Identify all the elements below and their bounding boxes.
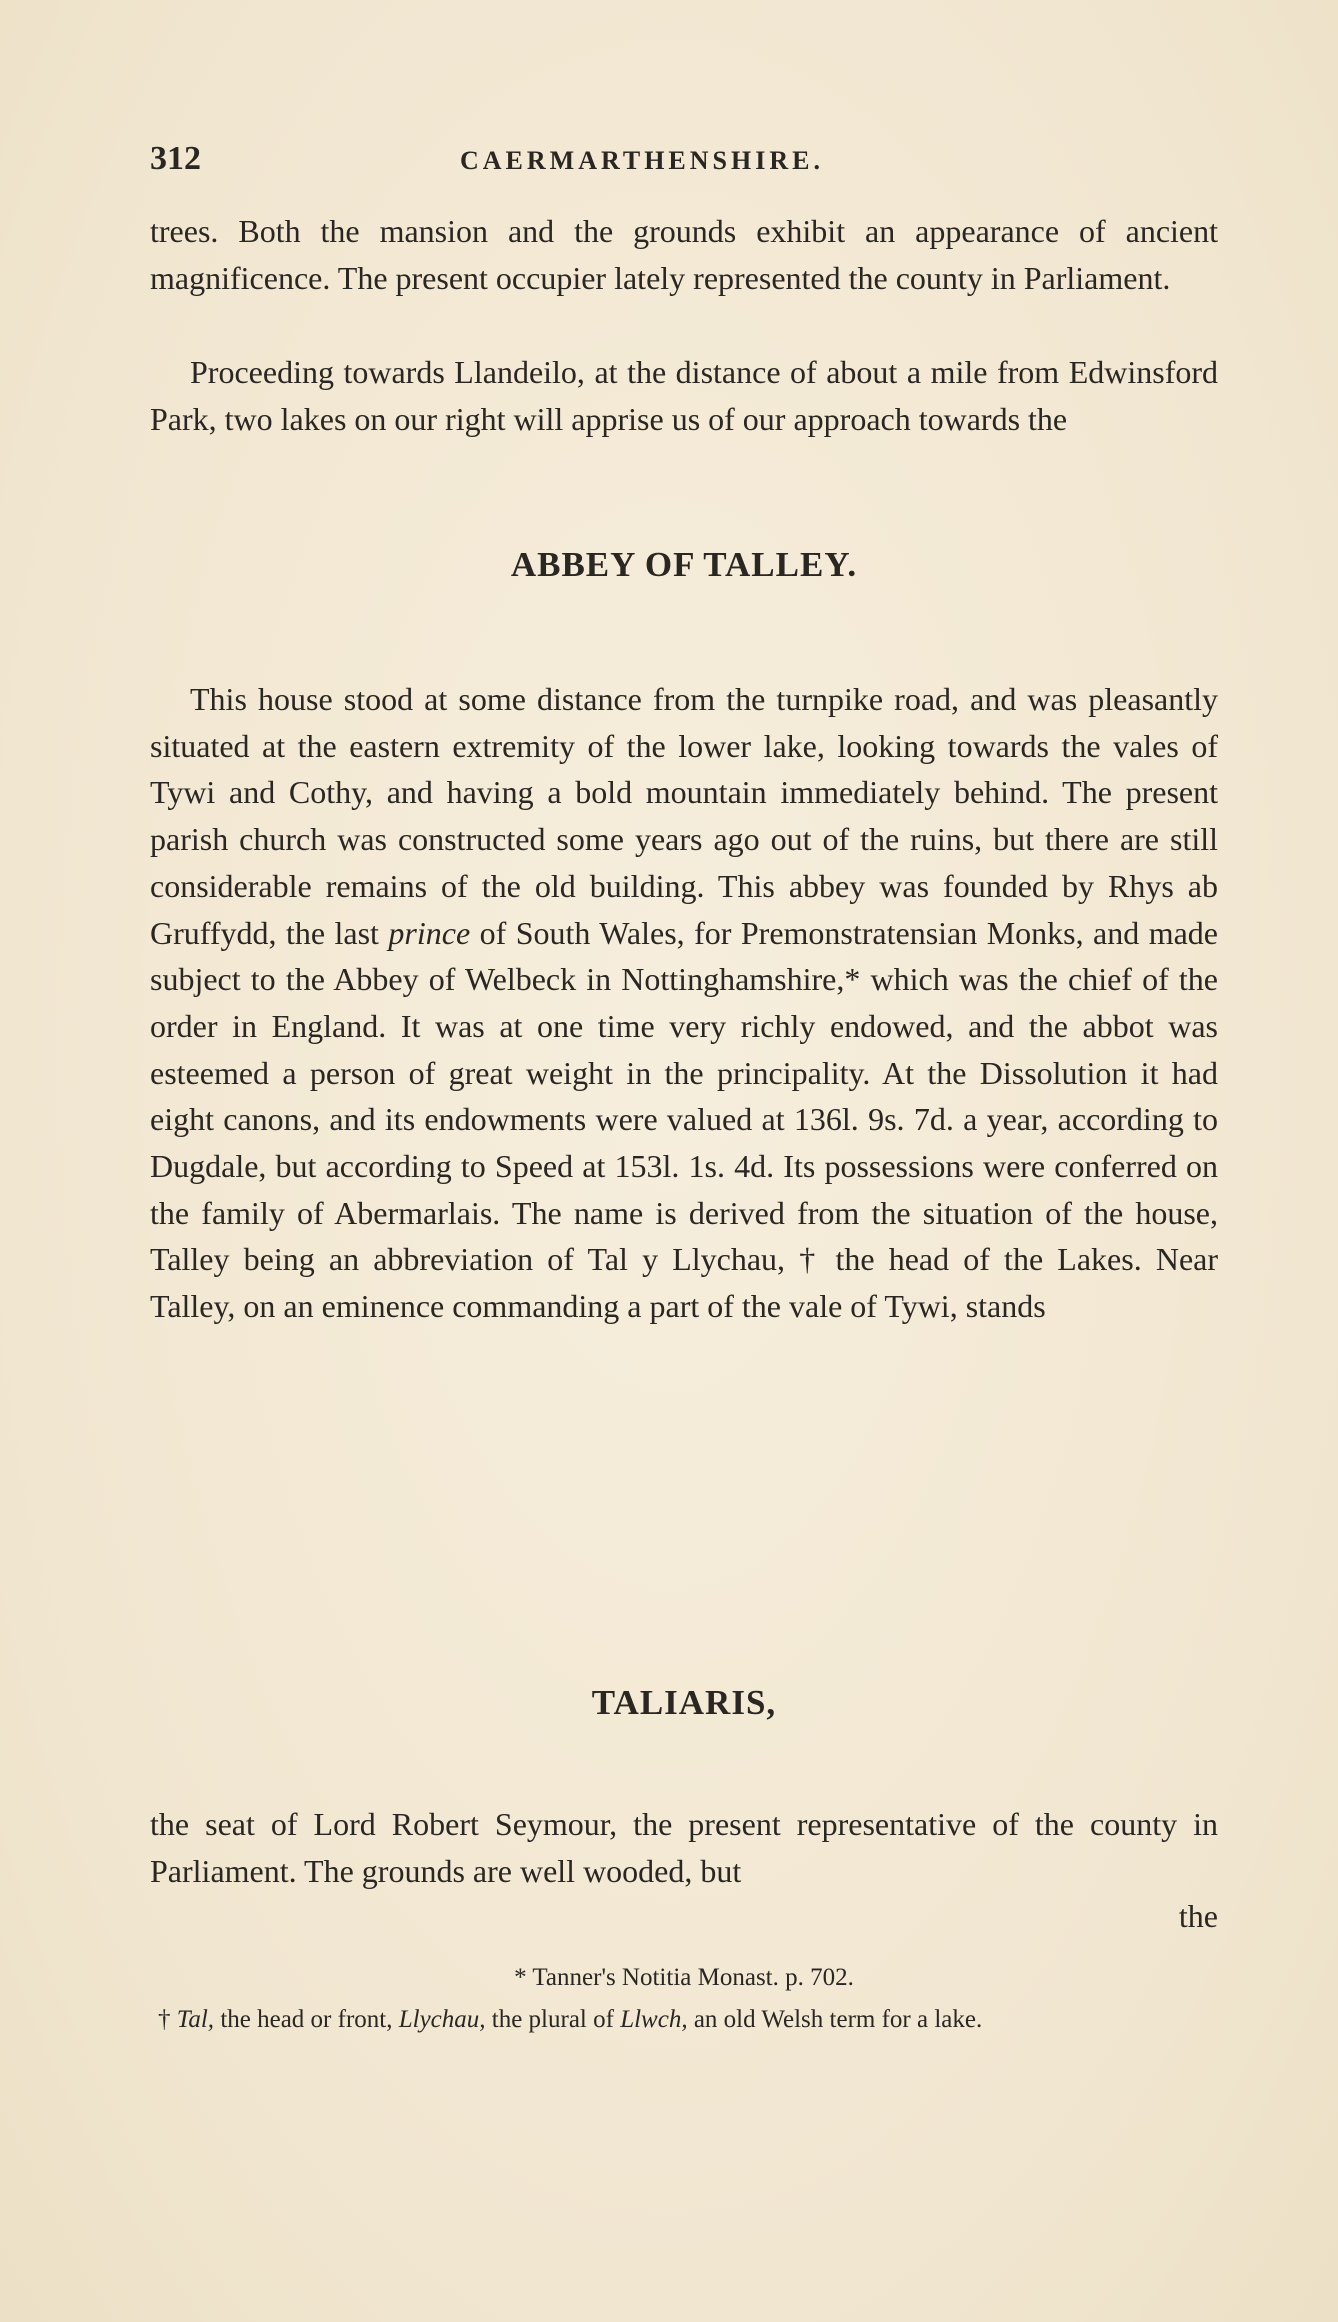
footnote-tanner: * Tanner's Notitia Monast. p. 702. — [514, 1964, 854, 1991]
abbey-text-part-1: This house stood at some distance from the turnpike road, and was pleasantly situated at the eastern extremity of the lower lake, looking towards the vales of Tywi and Cothy, and having a bold mountain immediately behind. The present parish church was constructed some years ago out of the ruins, but there are still considerable remains of the old building. This abbey was founded by Rhys ab Gruffydd, the last — [150, 681, 1218, 951]
dagger-mark: † — [158, 2006, 177, 2033]
footnote-text-1: the head or front, — [214, 2006, 399, 2033]
paragraph-proceeding: Proceeding towards Llandeilo, at the distance of about a mile from Edwinsford Park, two lakes on our right will apprise us of our approach towards the — [150, 354, 1218, 437]
catchword: the — [1178, 1898, 1218, 1934]
term-tal: Tal, — [176, 2006, 215, 2033]
page-number: 312 — [150, 140, 201, 177]
term-llwch: Llwch, — [620, 2006, 688, 2033]
footnote-text-2: the plural of — [485, 2006, 621, 2033]
paragraph-abbey — [150, 676, 1218, 1330]
page-header — [150, 140, 1230, 180]
heading-taliaris: TALIARIS, — [591, 1683, 777, 1722]
footnote-tal — [150, 2000, 1218, 2040]
abbey-text-part-2: of South Wales, for Premonstratensian Monks, and made subject to the Abbey of Welbeck in Nottinghamshire,* which was the chief of the order in England. It was at one time very richly endowed, and the abbot was esteemed a person of great weight in the principality. At the Dissolution it had eight canons, and its endowments were valued at 136l. 9s. 7d. a year, according to Dugdale, but according to Speed at 153l. 1s. 4d. Its possessions were conferred on the family of Abermarlais. The name is derived from the situation of the house, Talley being an abbreviation of Tal y Llychau, † the head of the Lakes. Near Talley, on an eminence commanding a part of the vale of Tywi, stands — [150, 914, 1219, 1325]
term-llychau: Llychau, — [398, 2006, 486, 2033]
prince-italic: prince — [388, 914, 471, 951]
paragraph-trees: trees. Both the mansion and the grounds exhibit an appearance of ancient magnificence. The present occupier lately represented the county in Parliament. — [150, 213, 1218, 296]
footnote-text-3: an old Welsh term for a lake. — [687, 2006, 983, 2033]
heading-abbey-of-talley: ABBEY OF TALLEY. — [510, 545, 858, 584]
running-head: CAERMARTHENSHIRE. — [460, 146, 824, 175]
paragraph-taliaris: the seat of Lord Robert Seymour, the present representative of the county in Parliament. The grounds are well wooded, but — [150, 1806, 1218, 1889]
